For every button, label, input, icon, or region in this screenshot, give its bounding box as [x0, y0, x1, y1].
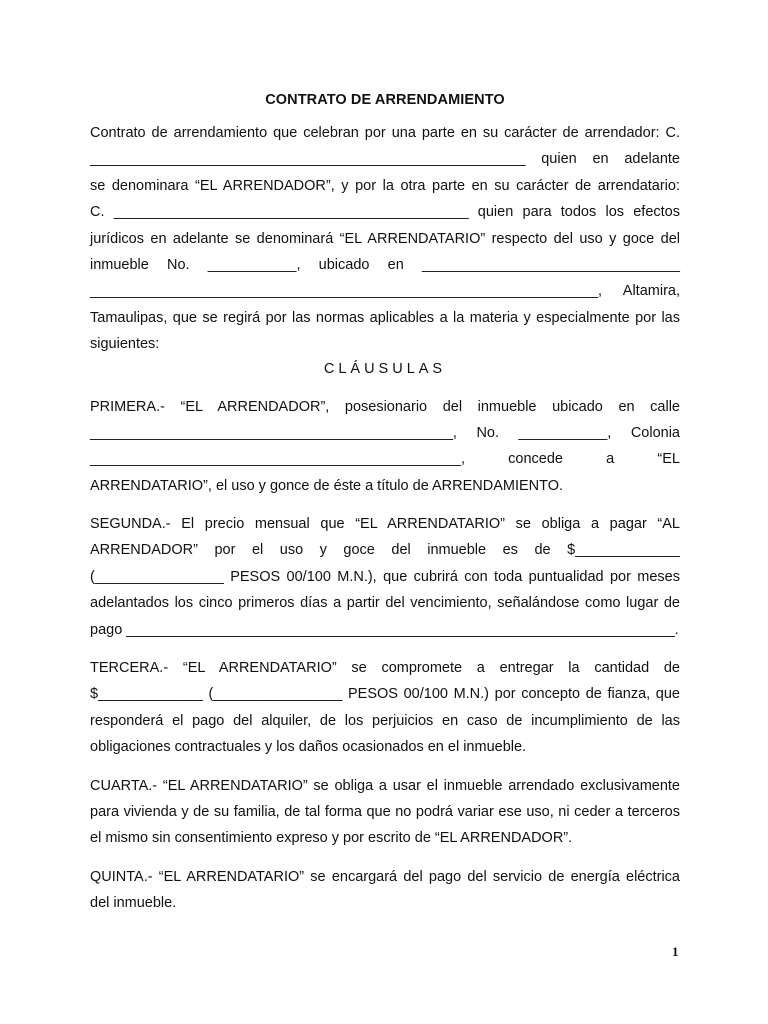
clause-tercera — [90, 655, 680, 761]
clauses-heading: CLÁUSULAS — [323, 360, 447, 377]
intro-line: jurídicos en adelante se denominará “EL ARRENDATARIO” respecto del uso y goce del — [90, 230, 680, 247]
clause-line: _____________________________________________, No. ___________, Colonia — [90, 424, 680, 441]
clause-primera — [90, 394, 680, 500]
clause-line: ARRENDATARIO”, el uso y gonce de éste a título de ARRENDAMIENTO. — [90, 477, 564, 494]
clause-segunda — [90, 511, 680, 643]
intro-line: se denominara “EL ARRENDADOR”, y por la otra parte en su carácter de arrendatario: — [90, 177, 680, 194]
clause-line: QUINTA.- “EL ARRENDATARIO” se encargará del pago del servicio de energía eléctrica — [90, 868, 680, 885]
clause-line: el mismo sin consentimiento expreso y por escrito de “EL ARRENDADOR”. — [90, 830, 573, 847]
clause-line: PRIMERA.- “EL ARRENDADOR”, posesionario del inmueble ubicado en calle — [90, 398, 680, 415]
clause-line: TERCERA.- “EL ARRENDATARIO” se compromete a entregar la cantidad de — [90, 660, 680, 677]
intro-line: Tamaulipas, que se regirá por las normas aplicables a la materia y especialmente por las — [90, 309, 680, 326]
clause-line: CUARTA.- “EL ARRENDATARIO” se obliga a usar el inmueble arrendado exclusivamente — [90, 777, 680, 794]
clause-line: adelantados los cinco primeros días a partir del vencimiento, señalándose como lugar de — [90, 595, 680, 612]
intro-paragraph — [90, 120, 680, 358]
intro-line: ______________________________________________________ quien en adelante — [90, 151, 680, 168]
clause-line: $_____________ (________________ PESOS 00/100 M.N.) por concepto de fianza, que — [90, 686, 680, 703]
clause-line: (________________ PESOS 00/100 M.N.), que cubrirá con toda puntualidad por meses — [90, 568, 680, 585]
clause-line: del inmueble. — [90, 895, 177, 912]
clause-line: obligaciones contractuales y los daños ocasionados en el inmueble. — [90, 739, 527, 756]
clause-quinta — [90, 864, 680, 917]
intro-line: Contrato de arrendamiento que celebran por una parte en su carácter de arrendador: C. — [90, 125, 680, 141]
document-body — [90, 92, 680, 917]
intro-line: C. ____________________________________________ quien para todos los efectos — [90, 204, 680, 221]
intro-line: _______________________________________________________________, Altamira, — [90, 283, 680, 300]
clause-line: pago ____________________________________________________________________. — [90, 621, 679, 638]
clause-line: responderá el pago del alquiler, de los perjuicios en caso de incumplimiento de las — [90, 712, 680, 729]
clause-line: ARRENDADOR” por el uso y goce del inmueble es de $_____________ — [90, 542, 680, 559]
intro-line: inmueble No. ___________, ubicado en ________________________________ — [90, 256, 680, 273]
document-title: CONTRATO DE ARRENDAMIENTO — [265, 92, 505, 108]
clause-line: SEGUNDA.- El precio mensual que “EL ARRENDATARIO” se obliga a pagar “AL — [90, 516, 680, 533]
page-number: 1 — [672, 944, 679, 959]
clause-line: para vivienda y de su familia, de tal forma que no podrá variar ese uso, ni ceder a terceros — [90, 803, 680, 820]
clause-line: ______________________________________________, concede a “EL — [90, 451, 680, 468]
clause-cuarta — [90, 773, 680, 852]
intro-line: siguientes: — [90, 336, 160, 353]
